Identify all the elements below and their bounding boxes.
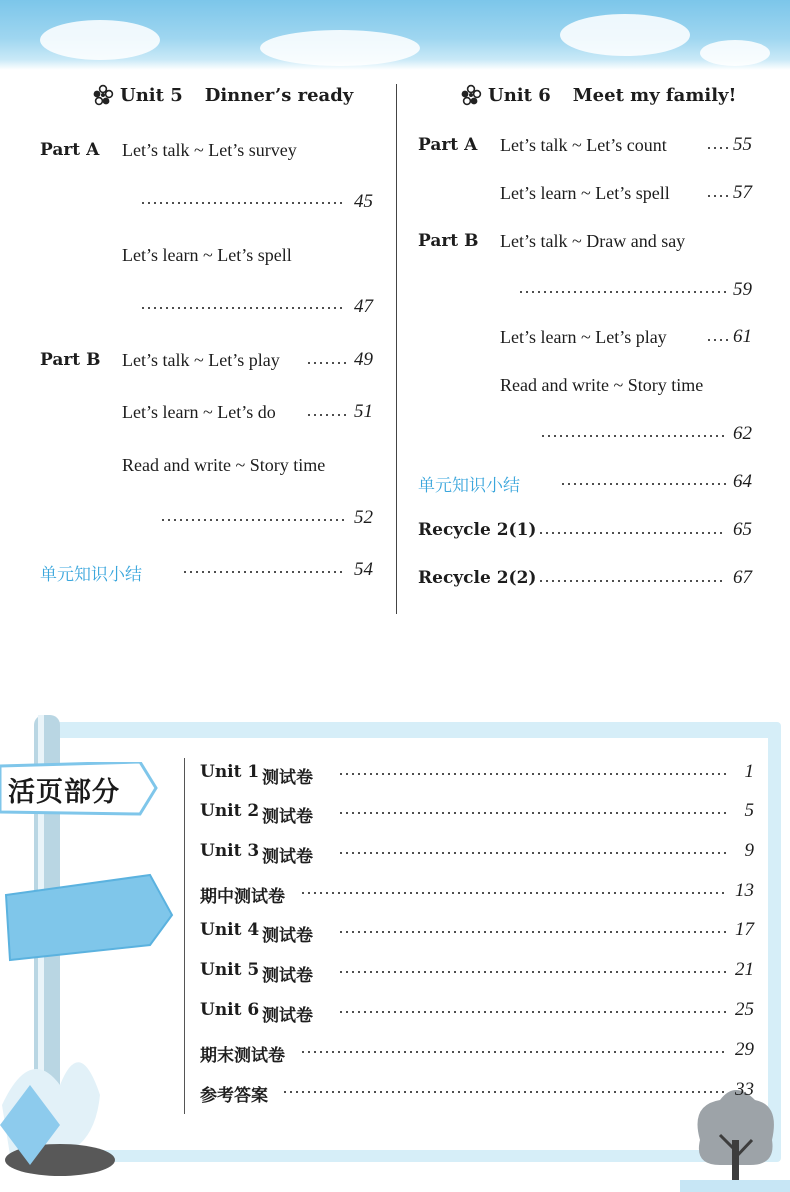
leader-dots [160, 518, 346, 522]
loose-leaf-label: 活页部分 [8, 777, 120, 808]
leader-dots [300, 1050, 729, 1054]
unit6-subtitle: Meet my family! [572, 84, 737, 106]
loose-leaf-row-page: 13 [735, 880, 754, 901]
leader-dots [706, 194, 728, 198]
unit6-entry-1-page: 55 [733, 134, 752, 155]
leader-dots [538, 579, 726, 583]
unit5-entry-5-page: 52 [354, 507, 373, 528]
top-banner [0, 0, 790, 70]
leader-dots [706, 338, 728, 342]
recycle-2-1[interactable]: Recycle 2(1) [418, 520, 537, 540]
unit5-entry-1[interactable]: Let’s talk ~ Let’s survey [122, 140, 297, 160]
loose-leaf-rule [184, 758, 185, 1114]
unit6-entry-5-page: 62 [733, 423, 752, 444]
loose-leaf-row-title: Unit 3 [200, 841, 260, 861]
leader-dots [338, 811, 728, 815]
unit6-entry-2[interactable]: Let’s learn ~ Let’s spell [500, 183, 670, 203]
loose-leaf-row-page: 25 [735, 999, 754, 1020]
unit6-entry-2-page: 57 [733, 182, 752, 203]
loose-leaf-row-label: 期中测试卷 [200, 887, 285, 907]
loose-leaf-row-page: 9 [744, 840, 754, 861]
unit6-summary[interactable]: 单元知识小结 [418, 476, 520, 496]
unit6-entry-5[interactable]: Read and write ~ Story time [500, 375, 704, 395]
unit6-part-b-label: Part B [418, 231, 479, 251]
unit5-title: Unit 5 [120, 84, 183, 106]
loose-leaf-row-page: 29 [735, 1039, 754, 1060]
loose-leaf-row-label: 参考答案 [200, 1086, 268, 1106]
unit5-entry-5[interactable]: Read and write ~ Story time [122, 455, 326, 475]
loose-leaf-row-label: 测试卷 [262, 768, 313, 788]
flower-icon [460, 84, 482, 106]
leader-dots [338, 970, 728, 974]
unit6-summary-page: 64 [733, 471, 752, 492]
loose-leaf-row-label: 测试卷 [262, 966, 313, 986]
unit5-entry-2[interactable]: Let’s learn ~ Let’s spell [122, 245, 292, 265]
unit6-entry-3-page: 59 [733, 279, 752, 300]
unit6-heading [460, 84, 736, 106]
leader-dots [338, 1010, 728, 1014]
loose-leaf-row-label: 测试卷 [262, 926, 313, 946]
unit5-subtitle: Dinner’s ready [204, 84, 354, 106]
loose-leaf-row-page: 1 [744, 761, 754, 782]
loose-leaf-row-title: Unit 4 [200, 920, 260, 940]
unit5-entry-4[interactable]: Let’s learn ~ Let’s do [122, 402, 276, 422]
loose-leaf-row-page: 21 [735, 959, 754, 980]
loose-leaf-row-title: Unit 2 [200, 801, 260, 821]
loose-leaf-row-title: Unit 5 [200, 960, 260, 980]
leader-dots [560, 482, 726, 486]
leader-dots [338, 930, 728, 934]
loose-leaf-row-label: 测试卷 [262, 807, 313, 827]
column-divider [396, 84, 397, 614]
unit6-part-a-label: Part A [418, 135, 478, 155]
unit5-entry-1-page: 45 [354, 191, 373, 212]
leader-dots [538, 531, 726, 535]
unit6-entry-3[interactable]: Let’s talk ~ Draw and say [500, 231, 686, 251]
unit6-title: Unit 6 [488, 84, 551, 106]
leader-dots [338, 851, 728, 855]
unit5-entry-4-page: 51 [354, 401, 373, 422]
loose-leaf-row-page: 17 [735, 919, 754, 940]
unit5-summary[interactable]: 单元知识小结 [40, 565, 142, 585]
loose-leaf-row-title: Unit 1 [200, 762, 260, 782]
leader-dots [140, 306, 346, 310]
loose-leaf-row-title: Unit 6 [200, 1000, 260, 1020]
unit5-entry-3[interactable]: Let’s talk ~ Let’s play [122, 350, 280, 370]
loose-leaf-row-page: 33 [735, 1079, 754, 1100]
loose-leaf-row-label: 期末测试卷 [200, 1046, 285, 1066]
unit5-part-b-label: Part B [40, 350, 101, 370]
leader-dots [706, 146, 728, 150]
unit6-entry-1[interactable]: Let’s talk ~ Let’s count [500, 135, 667, 155]
unit5-entry-3-page: 49 [354, 349, 373, 370]
unit5-heading [92, 84, 353, 106]
unit5-part-a-label: Part A [40, 140, 100, 160]
leader-dots [306, 361, 346, 365]
leader-dots [140, 201, 346, 205]
unit6-entry-4[interactable]: Let’s learn ~ Let’s play [500, 327, 667, 347]
leader-dots [518, 290, 726, 294]
leader-dots [300, 891, 729, 895]
unit5-summary-page: 54 [354, 559, 373, 580]
leader-dots [338, 772, 728, 776]
loose-leaf-row-page: 5 [744, 800, 754, 821]
leader-dots [282, 1090, 728, 1094]
loose-leaf-row-label: 测试卷 [262, 1006, 313, 1026]
recycle-2-1-page: 65 [733, 519, 752, 540]
leader-dots [182, 570, 346, 574]
recycle-2-2[interactable]: Recycle 2(2) [418, 568, 537, 588]
unit6-entry-4-page: 61 [733, 326, 752, 347]
loose-leaf-label-plate [0, 762, 158, 816]
leader-dots [306, 413, 346, 417]
recycle-2-2-page: 67 [733, 567, 752, 588]
unit5-entry-2-page: 47 [354, 296, 373, 317]
loose-leaf-row-label: 测试卷 [262, 847, 313, 867]
flower-icon [92, 84, 114, 106]
leader-dots [540, 434, 726, 438]
